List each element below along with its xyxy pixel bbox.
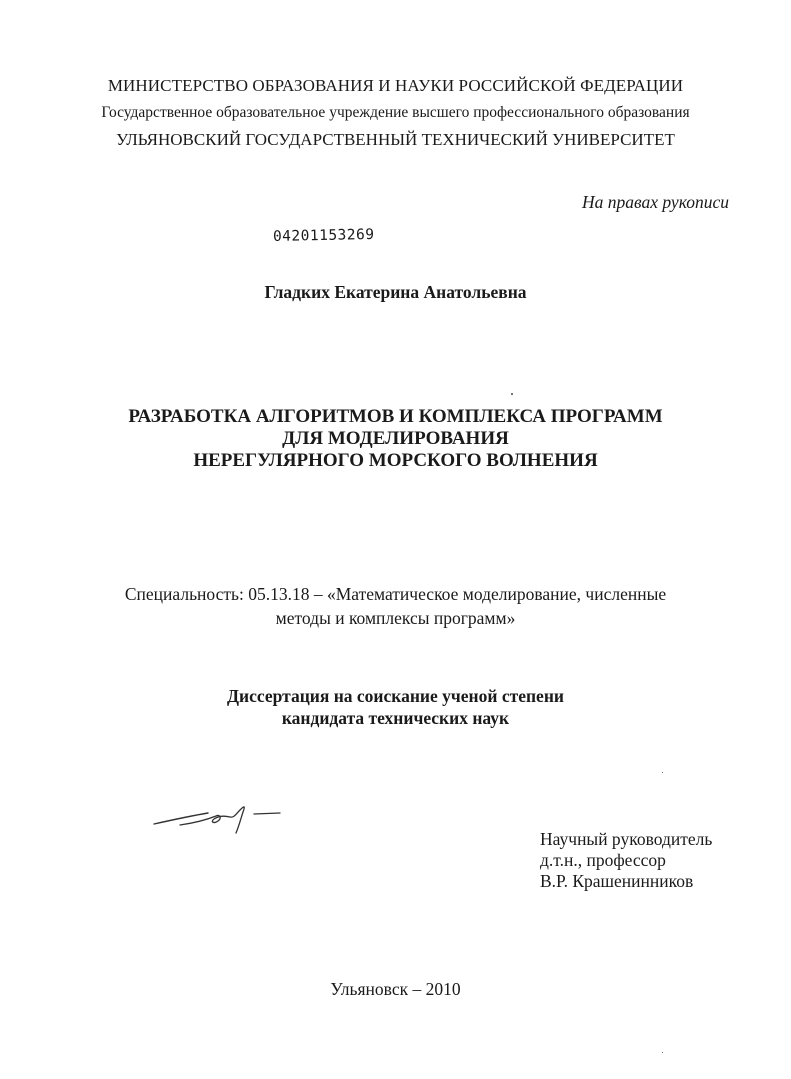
supervisor-degree: д.т.н., профессор	[540, 850, 666, 870]
scan-speck	[662, 772, 663, 773]
degree-line-1: Диссертация на соискание ученой степени	[227, 686, 564, 706]
scan-speck	[511, 393, 513, 395]
ministry-heading: МИНИСТЕРСТВО ОБРАЗОВАНИЯ И НАУКИ РОССИЙСКОЙ ФЕДЕРАЦИИ	[107, 76, 684, 95]
institution-heading: Государственное образовательное учреждение высшего профессионального образования	[101, 104, 690, 121]
title-line-3: НЕРЕГУЛЯРНОГО МОРСКОГО ВОЛНЕНИЯ	[193, 450, 598, 471]
author-name: Гладких Екатерина Анатольевна	[264, 282, 527, 302]
university-heading: УЛЬЯНОВСКИЙ ГОСУДАРСТВЕННЫЙ ТЕХНИЧЕСКИЙ УНИВЕРСИТЕТ	[116, 130, 675, 149]
degree-statement	[0, 685, 791, 729]
manuscript-note: На правах рукописи	[582, 192, 729, 212]
supervisor-name: В.Р. Крашенинников	[540, 871, 694, 891]
degree-line-2: кандидата технических наук	[281, 708, 510, 728]
supervisor-block	[540, 829, 712, 892]
dissertation-title	[0, 406, 791, 472]
inventory-number: 04201153269	[272, 226, 375, 245]
scan-speck	[662, 1052, 663, 1053]
supervisor-role: Научный руководитель	[540, 829, 713, 849]
specialty-line-2: методы и комплексы программ»	[275, 608, 516, 628]
handwritten-signature	[150, 798, 282, 834]
specialty	[0, 582, 791, 630]
title-line-2: ДЛЯ МОДЕЛИРОВАНИЯ	[282, 428, 509, 449]
specialty-line-1: Специальность: 05.13.18 – «Математическое моделирование, численные	[124, 584, 667, 604]
city-year: Ульяновск – 2010	[330, 979, 461, 999]
title-line-1: РАЗРАБОТКА АЛГОРИТМОВ И КОМПЛЕКСА ПРОГРАММ	[128, 406, 663, 427]
